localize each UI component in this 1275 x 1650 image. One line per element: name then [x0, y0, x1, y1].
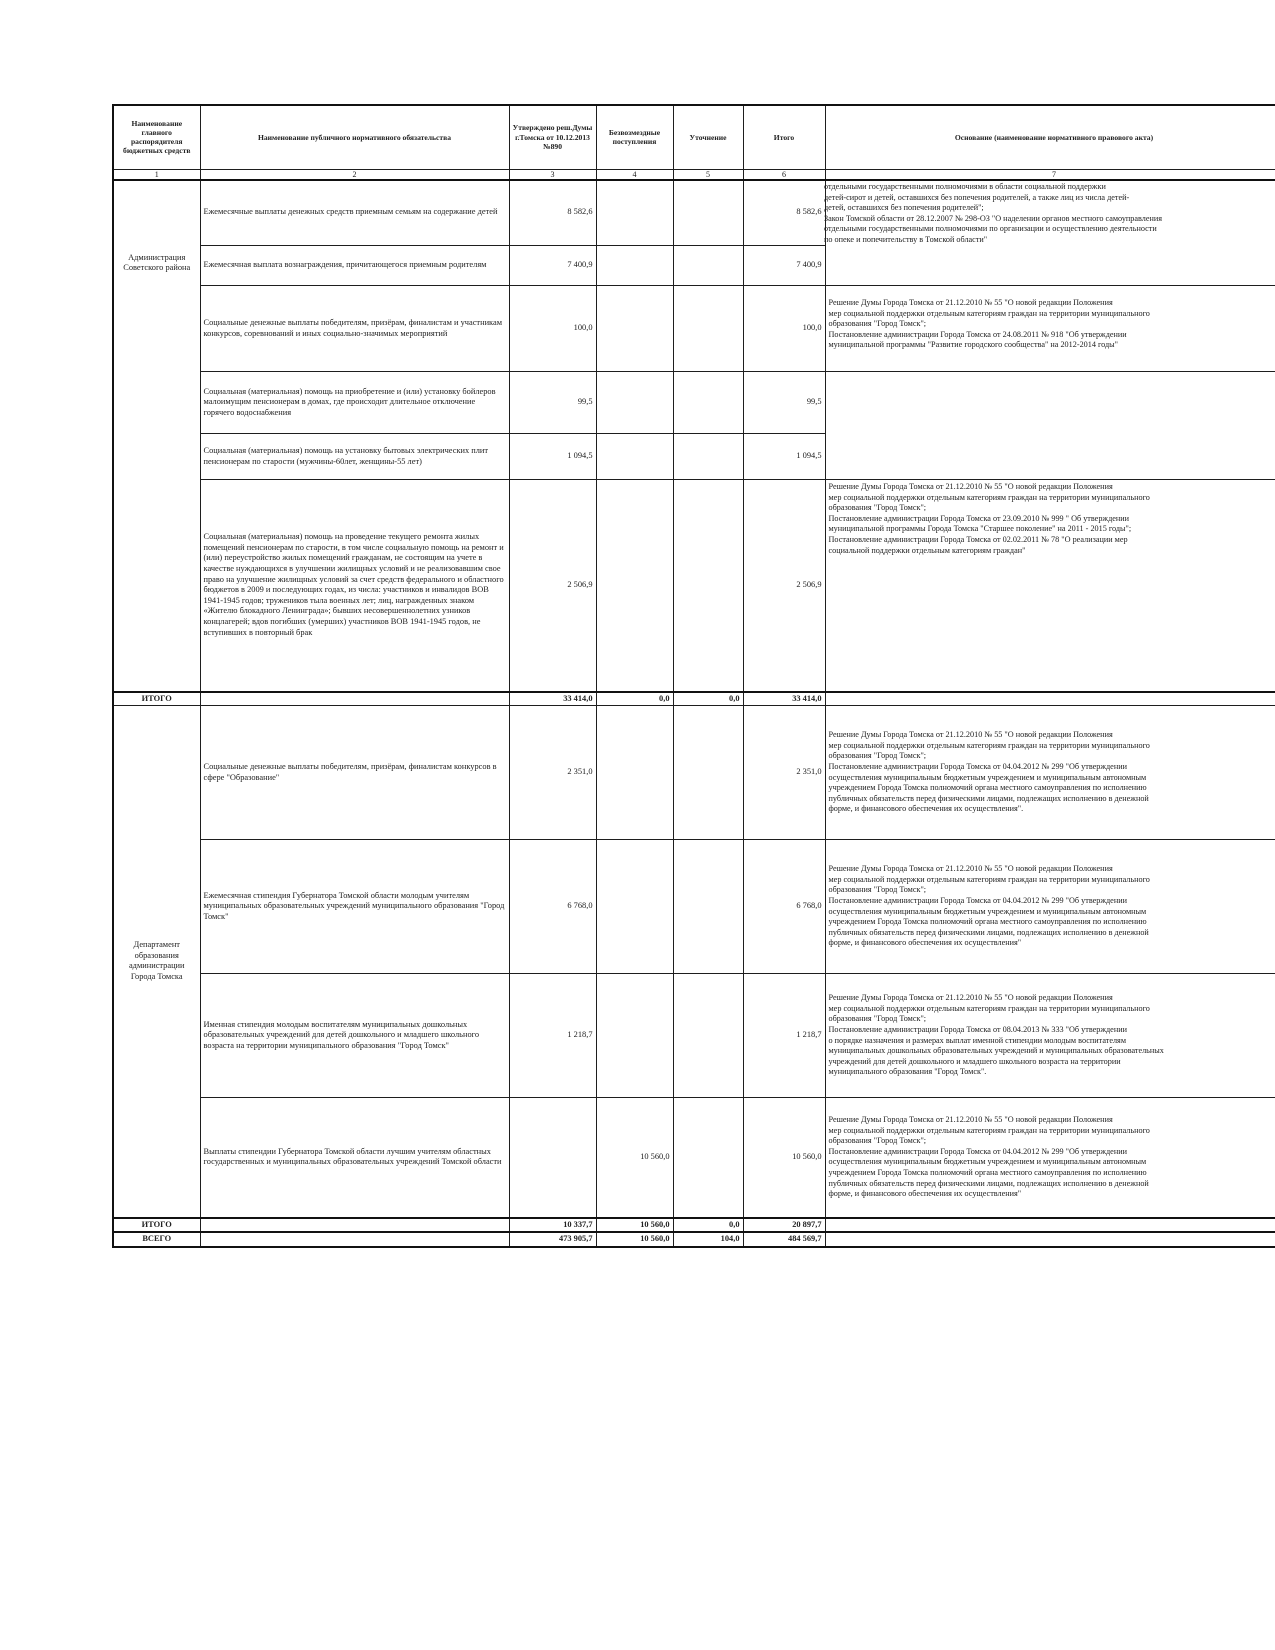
adjustment-value	[673, 434, 743, 480]
basis-cell	[825, 480, 1275, 692]
basis-line: Решение Думы Города Томска от 21.12.2010 № 55 "О новой редакции Положения	[828, 864, 1113, 874]
adjustment-value	[673, 706, 743, 840]
table-row	[113, 974, 1275, 1098]
basis-line: учреждением Города Томска полномочий органа местного самоуправления по исполнению	[828, 783, 1147, 793]
total-value: 20 897,7	[743, 1218, 825, 1233]
grants-value	[596, 286, 673, 372]
total-value: 1 094,5	[743, 434, 825, 480]
grants-value	[596, 974, 673, 1098]
grand-total-label: ВСЕГО	[113, 1232, 200, 1247]
empty-cell	[200, 1232, 509, 1247]
empty-cell	[200, 1218, 509, 1233]
approved-value: 33 414,0	[509, 692, 596, 706]
column-number-row	[113, 169, 1275, 180]
grants-value	[596, 434, 673, 480]
total-value: 2 506,9	[743, 480, 825, 692]
column-number: 1	[113, 169, 200, 180]
basis-cell	[825, 1098, 1275, 1218]
subtotal-row	[113, 692, 1275, 706]
basis-cell	[825, 372, 1275, 480]
basis-line: детей-сирот и детей, оставшихся без попечения родителей, а также лиц из числа детей-	[824, 192, 1130, 202]
approved-value: 1 218,7	[509, 974, 596, 1098]
basis-line: муниципального образования "Город Томск".	[828, 1067, 987, 1077]
basis-line: Решение Думы Города Томска от 21.12.2010 № 55 "О новой редакции Положения	[828, 298, 1113, 307]
basis-line: осуществления муниципальным бюджетным учреждением и муниципальным автономным	[828, 772, 1147, 782]
total-value: 8 582,6	[743, 180, 825, 246]
basis-line: отдельными государственными полномочиями по организации и осуществлению деятельности	[824, 224, 1157, 234]
obligation-name: Ежемесячные выплаты денежных средств приемным семьям на содержание детей	[200, 180, 509, 246]
header-total: Итого	[743, 105, 825, 169]
basis-line: осуществления муниципальным бюджетным учреждением и муниципальным автономным	[828, 1157, 1147, 1167]
basis-line: учреждением Города Томска полномочий органа местного самоуправления по исполнению	[828, 1167, 1147, 1177]
table-row	[113, 1098, 1275, 1218]
basis-line: учреждением Города Томска полномочий органа местного самоуправления по исполнению	[828, 917, 1147, 927]
basis-line: образования "Город Томск";	[828, 1014, 927, 1024]
column-number: 7	[825, 169, 1275, 180]
basis-line: муниципальной программы "Развитие городского сообщества" на 2012-2014 годы"	[828, 340, 1119, 350]
basis-line: Закон Томской области от 28.12.2007 № 298-ОЗ "О наделении органов местного самоуправления	[824, 213, 1163, 223]
approved-value: 10 337,7	[509, 1218, 596, 1233]
basis-line: мер социальной поддержки отдельным категориям граждан на территории муниципального	[828, 308, 1150, 318]
basis-line: образования "Город Томск";	[828, 319, 927, 329]
basis-cell	[825, 706, 1275, 840]
basis-line: мер социальной поддержки отдельным категориям граждан на территории муниципального	[828, 740, 1150, 750]
document-page	[112, 104, 1275, 1324]
subtotal-label: ИТОГО	[113, 1218, 200, 1233]
empty-cell	[825, 692, 1275, 706]
basis-line: Постановление администрации Города Томска от 23.09.2010 № 999 " Об утверждении	[828, 513, 1130, 523]
total-value: 10 560,0	[743, 1098, 825, 1218]
basis-cell	[825, 840, 1275, 974]
column-number: 3	[509, 169, 596, 180]
basis-line: отдельными государственными полномочиями в области социальной поддержки	[824, 182, 1106, 191]
adjustment-value	[673, 246, 743, 286]
adjustment-value: 104,0	[673, 1232, 743, 1247]
basis-line: Постановление администрации Города Томска от 04.04.2012 № 299 "Об утверждении	[828, 1146, 1127, 1156]
header-obligation-name: Наименование публичного нормативного обязательства	[200, 105, 509, 169]
basis-line: муниципальных дошкольных образовательных учреждений и муниципальных образовательных	[828, 1046, 1164, 1056]
basis-line: Решение Думы Города Томска от 21.12.2010 № 55 "О новой редакции Положения	[828, 730, 1113, 740]
basis-line: Постановление администрации Города Томска от 04.04.2012 № 299 "Об утверждении	[828, 896, 1127, 905]
adjustment-value	[673, 286, 743, 372]
basis-cell	[825, 974, 1275, 1098]
basis-line: форме, и финансового обеспечения их осуществления"	[828, 1189, 1022, 1199]
adjustment-value	[673, 1098, 743, 1218]
approved-value: 6 768,0	[509, 840, 596, 974]
basis-line: публичных обязательств перед физическими лицами, подлежащих исполнению в денежной	[828, 927, 1149, 937]
grants-value	[596, 246, 673, 286]
subtotal-label: ИТОГО	[113, 692, 200, 706]
empty-cell	[200, 692, 509, 706]
manager-name: Администрация Советского района	[113, 180, 200, 692]
header-basis: Основание (наименование нормативного правового акта)	[825, 105, 1275, 169]
basis-line: мер социальной поддержки отдельным категориям граждан на территории муниципального	[828, 1125, 1150, 1135]
obligation-name: Социальная (материальная) помощь на приобретение и (или) установку бойлеров малоимущим пенсионерам в домах, где происходит длительное отключение горячего водоснабжения	[200, 372, 509, 434]
empty-cell	[825, 1218, 1275, 1233]
basis-line: Решение Думы Города Томска от 21.12.2010 № 55 "О новой редакции Положения	[828, 1114, 1113, 1124]
total-value: 484 569,7	[743, 1232, 825, 1247]
table-row	[113, 372, 1275, 434]
grants-value	[596, 840, 673, 974]
table-row	[113, 706, 1275, 840]
total-value: 100,0	[743, 286, 825, 372]
basis-line: образования "Город Томск";	[828, 1136, 927, 1146]
grants-value: 10 560,0	[596, 1232, 673, 1247]
basis-line: образования "Город Томск";	[828, 751, 927, 761]
basis-line: Постановление администрации Города Томска от 24.08.2011 № 918 "Об утверждении	[828, 329, 1127, 339]
approved-value: 1 094,5	[509, 434, 596, 480]
basis-line: учреждений для детей дошкольного и младшего школьного возраста на территории	[828, 1056, 1121, 1066]
header-adjustment: Уточнение	[673, 105, 743, 169]
basis-line: осуществления муниципальным бюджетным учреждением и муниципальным автономным	[828, 906, 1147, 916]
approved-value: 473 905,7	[509, 1232, 596, 1247]
grants-value	[596, 480, 673, 692]
budget-table	[112, 104, 1275, 1248]
total-value: 99,5	[743, 372, 825, 434]
total-value: 2 351,0	[743, 706, 825, 840]
basis-line: Постановление администрации Города Томска от 08.04.2013 № 333 "Об утверждении	[828, 1025, 1127, 1034]
basis-line: по опеке и попечительству в Томской области"	[824, 234, 988, 244]
adjustment-value	[673, 974, 743, 1098]
table-row	[113, 840, 1275, 974]
obligation-name: Социальная (материальная) помощь на установку бытовых электрических плит пенсионерам по старости (мужчины-60лет, женщины-55 лет)	[200, 434, 509, 480]
adjustment-value	[673, 372, 743, 434]
manager-name: Департамент образования администрации Города Томска	[113, 706, 200, 1218]
subtotal-row	[113, 1218, 1275, 1233]
basis-line: образования "Город Томск";	[828, 885, 927, 895]
adjustment-value	[673, 180, 743, 246]
basis-line: образования "Город Томск";	[828, 503, 927, 513]
basis-line: муниципальной программы Города Томска "Старшее поколение" на 2011 - 2015 годы";	[828, 524, 1132, 534]
basis-line: публичных обязательств перед физическими лицами, подлежащих исполнению в денежной	[828, 793, 1149, 803]
column-number: 6	[743, 169, 825, 180]
header-approved: Утверждено реш.Думы г.Томска от 10.12.2013 №890	[509, 105, 596, 169]
grants-value: 10 560,0	[596, 1098, 673, 1218]
header-row	[113, 105, 1275, 169]
basis-text-block	[824, 182, 1275, 246]
obligation-name: Ежемесячная выплата вознаграждения, причитающегося приемным родителям	[200, 246, 509, 286]
total-value: 33 414,0	[743, 692, 825, 706]
basis-line: форме, и финансового обеспечения их осуществления".	[828, 804, 1024, 814]
basis-line: Решение Думы Города Томска от 21.12.2010 № 55 "О новой редакции Положения	[828, 482, 1113, 491]
total-value: 6 768,0	[743, 840, 825, 974]
obligation-name: Именная стипендия молодым воспитателям муниципальных дошкольных образовательных учреждений для детей дошкольного и младшего школьного возраста на территории муниципального образования "Город Томск"	[200, 974, 509, 1098]
basis-line: форме, и финансового обеспечения их осуществления"	[828, 938, 1022, 948]
basis-line: публичных обязательств перед физическими лицами, подлежащих исполнению в денежной	[828, 1178, 1149, 1188]
basis-line: о порядке назначения и размерах выплат именной стипендии молодым воспитателям	[828, 1035, 1127, 1045]
total-value: 7 400,9	[743, 246, 825, 286]
approved-value: 8 582,6	[509, 180, 596, 246]
empty-cell	[825, 1232, 1275, 1247]
grants-value: 0,0	[596, 692, 673, 706]
total-value: 1 218,7	[743, 974, 825, 1098]
grand-total-row	[113, 1232, 1275, 1247]
obligation-name: Ежемесячная стипендия Губернатора Томской области молодым учителям муниципальных образовательных учреждений муниципального образования "Город Томск"	[200, 840, 509, 974]
table-row	[113, 480, 1275, 692]
header-grants: Безвозмездные поступления	[596, 105, 673, 169]
grants-value	[596, 180, 673, 246]
obligation-name: Выплаты стипендии Губернатора Томской области лучшим учителям областных государственных и муниципальных образовательных учреждений Томской области	[200, 1098, 509, 1218]
approved-value: 99,5	[509, 372, 596, 434]
basis-line: Решение Думы Города Томска от 21.12.2010 № 55 "О новой редакции Положения	[828, 993, 1113, 1003]
approved-value: 2 506,9	[509, 480, 596, 692]
column-number: 4	[596, 169, 673, 180]
grants-value: 10 560,0	[596, 1218, 673, 1233]
basis-line: мер социальной поддержки отдельным категориям граждан на территории муниципального	[828, 1003, 1150, 1013]
adjustment-value	[673, 840, 743, 974]
table-row	[113, 286, 1275, 372]
basis-line: Постановление администрации Города Томска от 04.04.2012 № 299 "Об утверждении	[828, 762, 1127, 771]
grants-value	[596, 372, 673, 434]
adjustment-value: 0,0	[673, 1218, 743, 1233]
basis-line: социальной поддержки отдельным категориям граждан"	[828, 545, 1026, 555]
approved-value	[509, 1098, 596, 1218]
approved-value: 2 351,0	[509, 706, 596, 840]
basis-line: детей, оставшихся без попечения родителей";	[824, 203, 984, 213]
basis-line: мер социальной поддержки отдельным категориям граждан на территории муниципального	[828, 874, 1150, 884]
grants-value	[596, 706, 673, 840]
column-number: 2	[200, 169, 509, 180]
column-number: 5	[673, 169, 743, 180]
approved-value: 7 400,9	[509, 246, 596, 286]
obligation-name: Социальные денежные выплаты победителям, призёрам, финалистам конкурсов в сфере "Образование"	[200, 706, 509, 840]
adjustment-value	[673, 480, 743, 692]
adjustment-value: 0,0	[673, 692, 743, 706]
obligation-name: Социальные денежные выплаты победителям, призёрам, финалистам и участникам конкурсов, соревнований и иных социально-значимых мероприятий	[200, 286, 509, 372]
approved-value: 100,0	[509, 286, 596, 372]
basis-line: мер социальной поддержки отдельным категориям граждан на территории муниципального	[828, 492, 1150, 502]
basis-line: Постановление администрации Города Томска от 02.02.2011 № 78 "О реализации мер	[828, 534, 1128, 544]
basis-cell	[825, 286, 1275, 372]
header-main-manager: Наименование главного распорядителя бюджетных средств	[113, 105, 200, 169]
obligation-name: Социальная (материальная) помощь на проведение текущего ремонта жилых помещений пенсионерам по старости, в том числе социальную помощь на ремонт и (или) переустройство жилых помещений гражданам, не состоящим на учете в качестве нуждающихся в улучшении жилищных условий и не реализовавшим свое право на улучшение жилищных условий за счет средств федерального и областного бюджетов в 2009 и последующих годах, из числа: участников и инвалидов ВОВ 1941-1945 годов; тружеников тыла военных лет; лиц, награжденных знаком «Жителю блокадного Ленинграда»; бывших несовершеннолетних узников концлагерей; вдов погибших (умерших) участников ВОВ 1941-1945 годов, не вступивших в повторный брак	[200, 480, 509, 692]
